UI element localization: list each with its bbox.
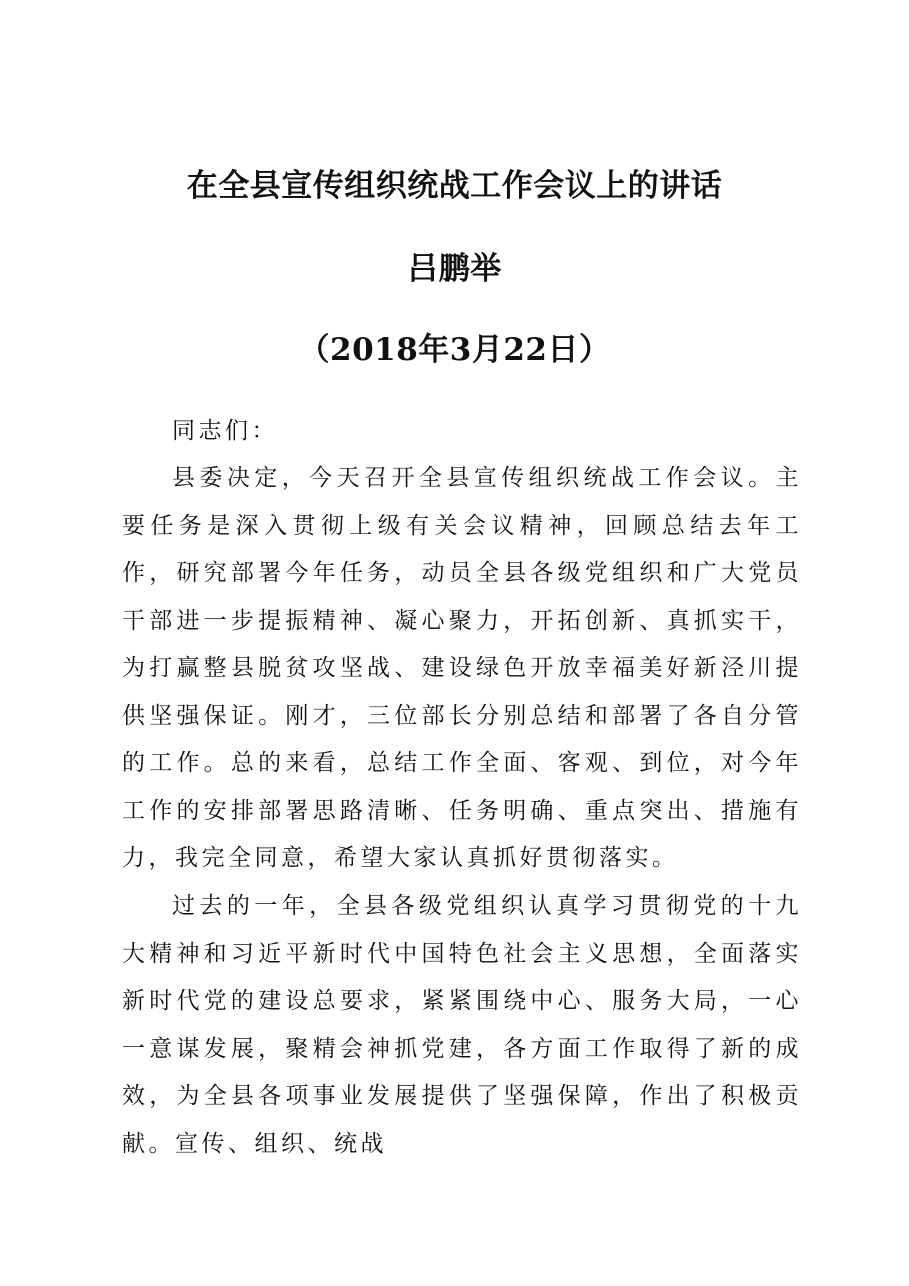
author-name: 吕鹏举	[407, 251, 502, 287]
body-paragraph: 过去的一年，全县各级党组织认真学习贯彻党的十九大精神和习近平新时代中国特色社会主义思想，全面落实新时代党的建设总要求，紧紧围绕中心、服务大局，一心一意谋发展，聚精会神抓党建，各方面工作取得了新的成效，为全县各项事业发展提供了坚强保障，作出了积极贡献。宣传、组织、统战	[122, 893, 802, 1157]
salutation: 同志们：	[172, 418, 278, 444]
speech-date: （2018年3月22日）	[298, 332, 611, 368]
document-title: 在全县宣传组织统战工作会议上的讲话	[186, 168, 723, 204]
body-paragraph: 县委决定，今天召开全县宣传组织统战工作会议。主要任务是深入贯彻上级有关会议精神，回顾总结去年工作，研究部署今年任务，动员全县各级党组织和广大党员干部进一步提振精神、凝心聚力，开拓创新、真抓实干，为打赢整县脱贫攻坚战、建设绿色开放幸福美好新泾川提供坚强保证。刚才，三位部长分别总结和部署了各自分管的工作。总的来看，总结工作全面、客观、到位，对今年工作的安排部署思路清晰、任务明确、重点突出、措施有力，我完全同意，希望大家认真抓好贯彻落实。	[122, 465, 802, 871]
